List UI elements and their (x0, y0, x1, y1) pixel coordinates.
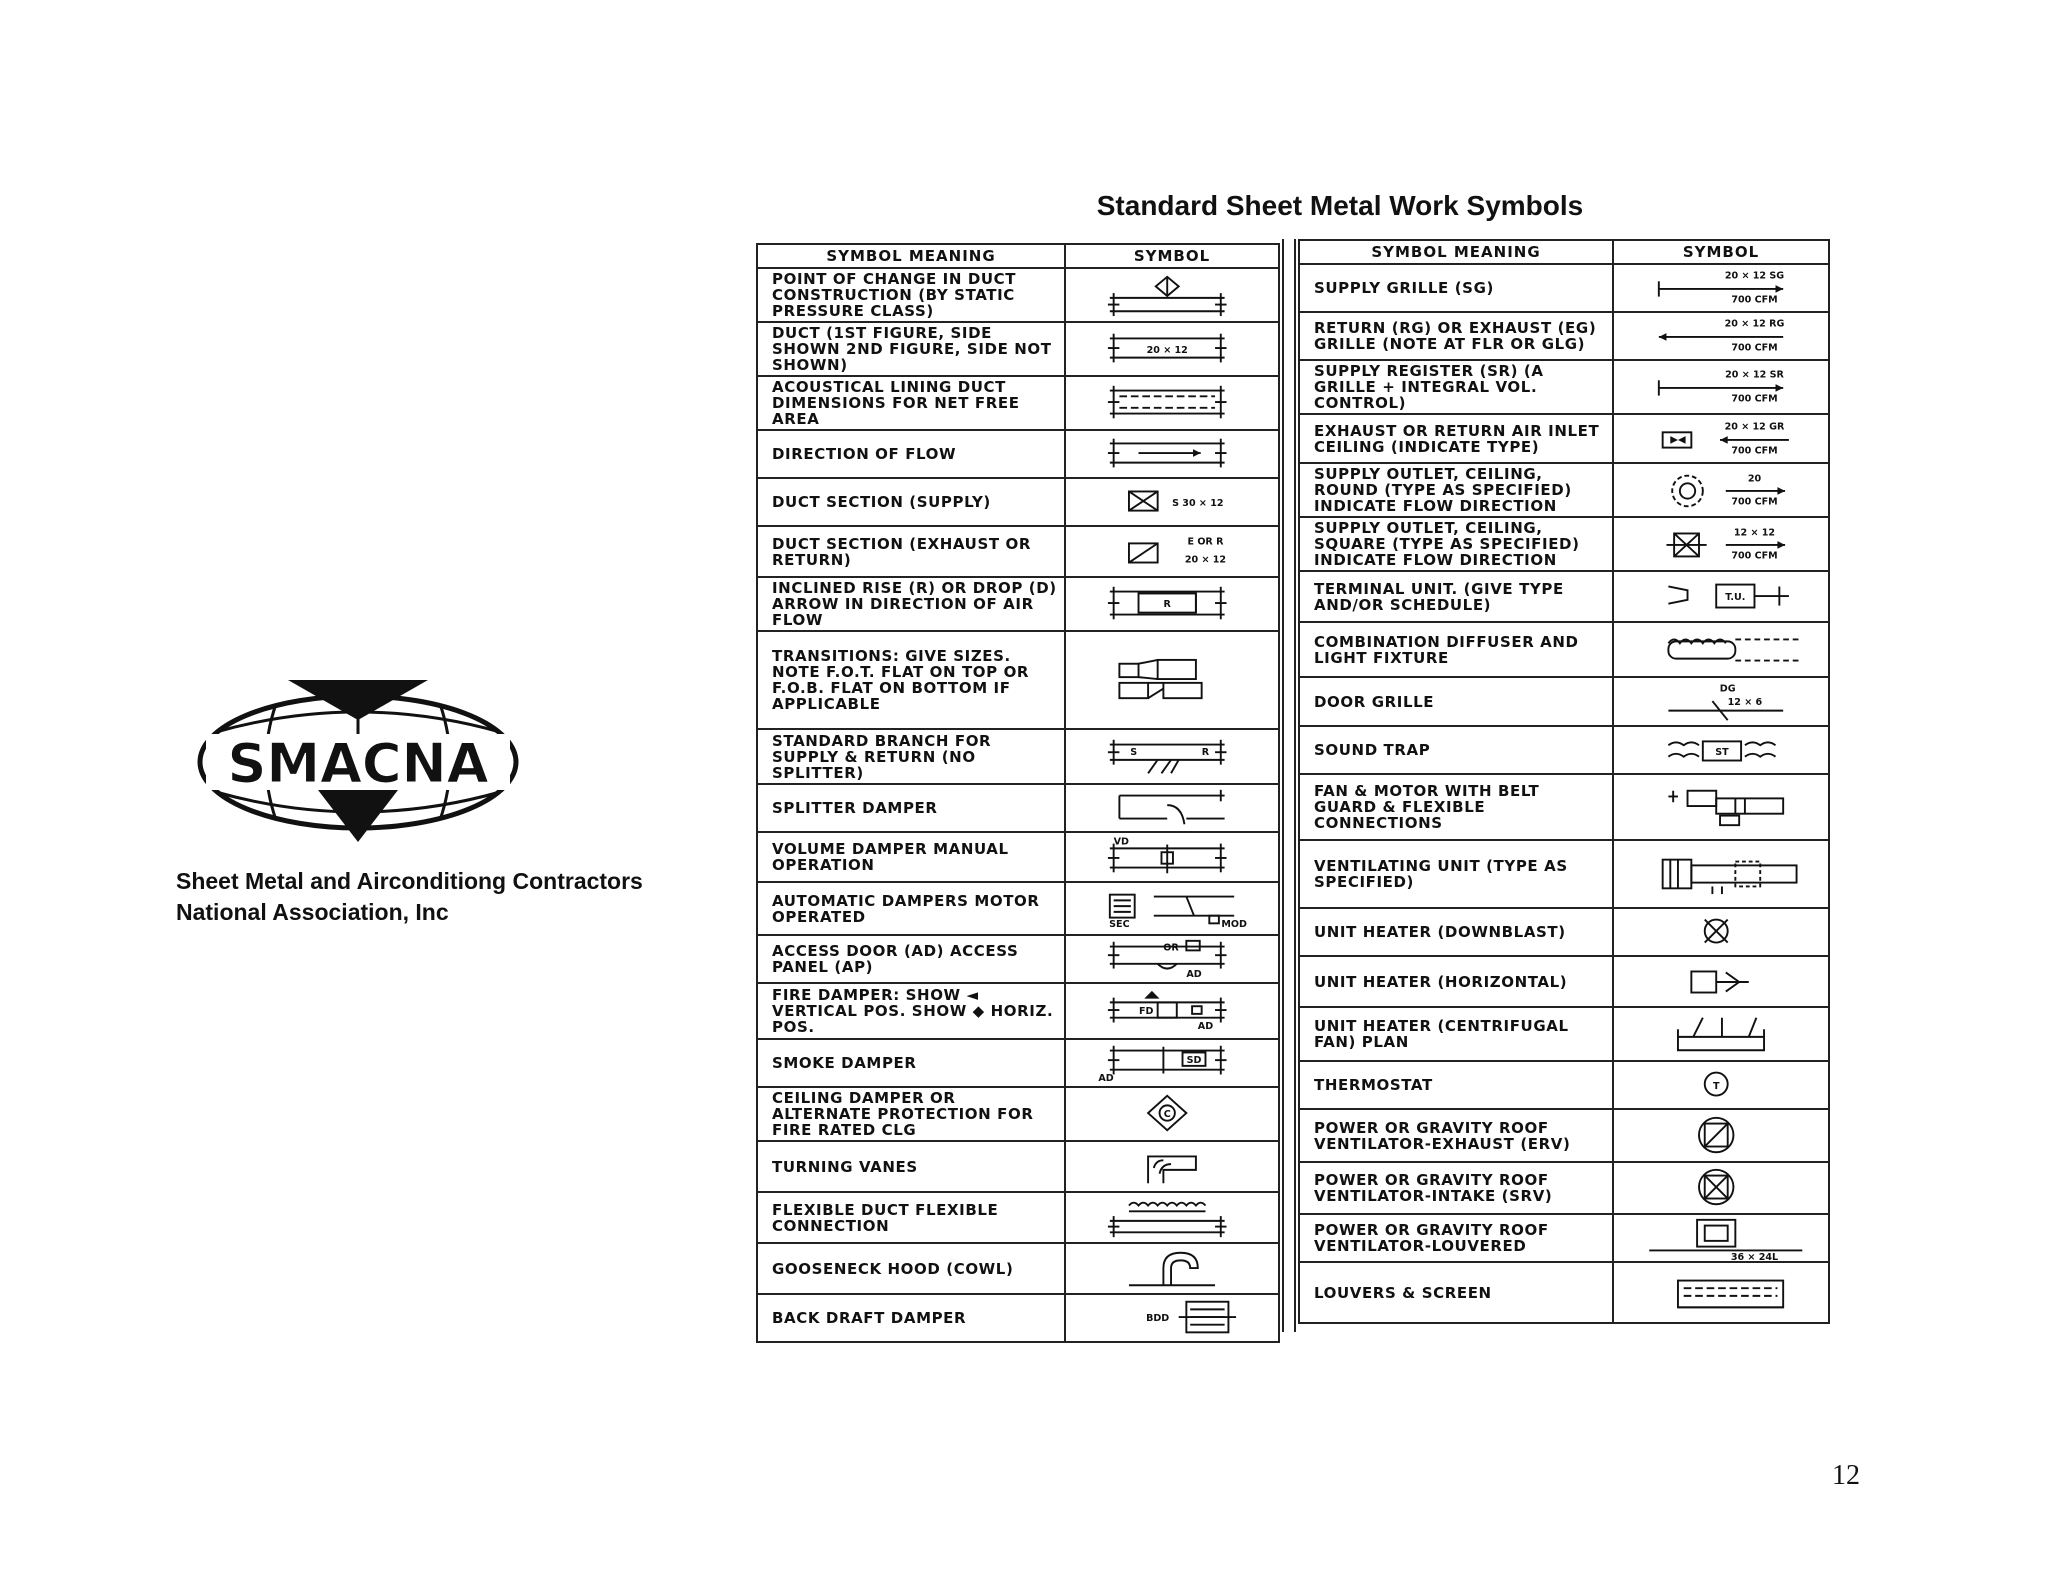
page-number: 12 (1832, 1460, 1860, 1491)
symbol-cell (1065, 478, 1279, 526)
symbol-meaning: CEILING DAMPER OR ALTERNATE PROTECTION FOR FIRE RATED CLG (757, 1087, 1065, 1141)
symbol-cell (1613, 677, 1829, 726)
symbol-meaning: RETURN (RG) OR EXHAUST (EG) GRILLE (NOTE AT FLR OR GLG) (1299, 312, 1613, 360)
symbol-cell (1613, 360, 1829, 414)
symbol-label: OR (1163, 942, 1179, 954)
roof-ventilator-exhaust-icon (1618, 1114, 1824, 1158)
fan-motor-icon (1618, 785, 1824, 829)
symbol-meaning: UNIT HEATER (HORIZONTAL) (1299, 956, 1613, 1007)
symbol-label: 36 × 24L (1730, 1252, 1779, 1260)
transitions-icon (1070, 658, 1274, 702)
symbol-label: SEC (1109, 918, 1130, 930)
symbol-label: 700 CFM (1731, 294, 1778, 306)
symbol-meaning: TRANSITIONS: GIVE SIZES. NOTE F.O.T. FLAT ON TOP OR F.O.B. FLAT ON BOTTOM IF APPLICABLE (757, 631, 1065, 729)
table-row (757, 1087, 1279, 1141)
symbol-cell (1613, 1061, 1829, 1109)
symbol-label: 20 × 12 GR (1724, 420, 1785, 432)
sound-trap-icon (1618, 728, 1824, 772)
symbol-cell (1065, 832, 1279, 882)
direction-of-flow-icon (1070, 432, 1274, 476)
symbol-label: 20 (1747, 473, 1762, 485)
symbol-label: 700 CFM (1731, 342, 1778, 354)
logo-text: SMACNA (227, 732, 489, 795)
symbol-cell (1613, 726, 1829, 774)
supply-grille-icon (1618, 266, 1824, 310)
symbol-cell (1613, 463, 1829, 517)
symbol-meaning: DUCT SECTION (EXHAUST OR RETURN) (757, 526, 1065, 577)
symbol-label: 700 CFM (1731, 393, 1778, 405)
door-grille-icon (1618, 680, 1824, 724)
symbol-meaning: SMOKE DAMPER (757, 1039, 1065, 1087)
symbol-label: S (1130, 746, 1138, 758)
table-row (1299, 1061, 1829, 1109)
inclined-rise-icon (1070, 582, 1274, 626)
table-row (1299, 726, 1829, 774)
symbol-cell (1065, 784, 1279, 832)
supply-outlet-round-icon (1618, 468, 1824, 512)
symbol-meaning: SPLITTER DAMPER (757, 784, 1065, 832)
symbol-cell (1613, 264, 1829, 312)
table-row (1299, 264, 1829, 312)
symbol-label: 700 CFM (1731, 496, 1778, 508)
organization-name (176, 866, 696, 928)
flexible-duct-icon (1070, 1196, 1274, 1240)
symbol-cell (1613, 1162, 1829, 1214)
table-row (757, 882, 1279, 935)
table-row (757, 1243, 1279, 1294)
symbol-cell (1613, 774, 1829, 840)
table-row (1299, 571, 1829, 622)
symbol-cell (1613, 414, 1829, 463)
symbol-label: ST (1715, 746, 1729, 758)
symbol-meaning: ACCESS DOOR (AD) ACCESS PANEL (AP) (757, 935, 1065, 983)
symbol-cell (1065, 882, 1279, 935)
roof-ventilator-louvered-icon (1618, 1216, 1824, 1260)
table-row (1299, 1007, 1829, 1061)
symbol-label: AD (1098, 1073, 1114, 1085)
symbol-meaning: UNIT HEATER (CENTRIFUGAL FAN) PLAN (1299, 1007, 1613, 1061)
symbol-meaning: POWER OR GRAVITY ROOF VENTILATOR-LOUVERED (1299, 1214, 1613, 1262)
symbol-meaning: POINT OF CHANGE IN DUCT CONSTRUCTION (BY STATIC PRESSURE CLASS) (757, 268, 1065, 322)
turning-vanes-icon (1070, 1145, 1274, 1189)
symbol-cell (1613, 840, 1829, 908)
unit-heater-downblast-icon (1618, 910, 1824, 954)
symbol-cell (1613, 312, 1829, 360)
symbol-meaning: POWER OR GRAVITY ROOF VENTILATOR-EXHAUST (ERV) (1299, 1109, 1613, 1162)
symbol-meaning: FAN & MOTOR WITH BELT GUARD & FLEXIBLE CONNECTIONS (1299, 774, 1613, 840)
symbol-cell (1065, 1039, 1279, 1087)
table-row (757, 526, 1279, 577)
symbol-meaning: DOOR GRILLE (1299, 677, 1613, 726)
table-row (1299, 463, 1829, 517)
symbol-label: 20 × 12 (1184, 554, 1227, 566)
symbol-label: 20 × 12 RG (1724, 318, 1785, 330)
symbol-cell (1613, 1214, 1829, 1262)
header-symbol: SYMBOL (1065, 244, 1279, 268)
symbol-cell (1613, 517, 1829, 571)
symbol-cell (1613, 622, 1829, 677)
table-row (757, 268, 1279, 322)
table-row (757, 1141, 1279, 1192)
symbol-meaning: AUTOMATIC DAMPERS MOTOR OPERATED (757, 882, 1065, 935)
symbol-cell (1065, 430, 1279, 478)
combination-diffuser-icon (1618, 628, 1824, 672)
table-row (1299, 677, 1829, 726)
symbol-meaning: INCLINED RISE (R) OR DROP (D) ARROW IN DIRECTION OF AIR FLOW (757, 577, 1065, 631)
symbol-label: 20 × 12 SG (1724, 270, 1785, 282)
symbol-meaning: SUPPLY GRILLE (SG) (1299, 264, 1613, 312)
org-line-1: Sheet Metal and Airconditiong Contractors (176, 868, 643, 894)
table-row (757, 729, 1279, 784)
symbol-label: 20 × 12 (1146, 344, 1188, 356)
louvers-screen-icon (1618, 1271, 1824, 1315)
table-divider (1282, 239, 1296, 1332)
symbol-cell (1065, 935, 1279, 983)
table-row (1299, 908, 1829, 956)
ventilating-unit-icon (1618, 852, 1824, 896)
symbol-label: FD (1138, 1005, 1154, 1017)
symbol-meaning: VOLUME DAMPER MANUAL OPERATION (757, 832, 1065, 882)
symbol-meaning: GOOSENECK HOOD (COWL) (757, 1243, 1065, 1294)
volume-damper-icon (1070, 835, 1274, 879)
symbol-label: 12 × 6 (1727, 696, 1763, 708)
symbol-meaning: SOUND TRAP (1299, 726, 1613, 774)
symbols-table-left (756, 243, 1280, 1343)
symbol-meaning: BACK DRAFT DAMPER (757, 1294, 1065, 1342)
symbol-label: VD (1113, 836, 1129, 848)
symbol-meaning: THERMOSTAT (1299, 1061, 1613, 1109)
table-row (1299, 1262, 1829, 1323)
symbol-meaning: DUCT (1ST FIGURE, SIDE SHOWN 2ND FIGURE, SIDE NOT SHOWN) (757, 322, 1065, 376)
symbol-meaning: ACOUSTICAL LINING DUCT DIMENSIONS FOR NET FREE AREA (757, 376, 1065, 430)
table-row (757, 784, 1279, 832)
symbol-cell (1613, 1262, 1829, 1323)
table-row (757, 631, 1279, 729)
symbol-cell (1613, 1007, 1829, 1061)
symbol-label: 20 × 12 SR (1725, 369, 1784, 381)
symbol-cell (1065, 729, 1279, 784)
symbol-cell (1065, 376, 1279, 430)
header-symbol-meaning: SYMBOL MEANING (1299, 240, 1613, 264)
duct-section-supply-icon (1070, 480, 1274, 524)
symbol-meaning: DUCT SECTION (SUPPLY) (757, 478, 1065, 526)
table-row (1299, 1162, 1829, 1214)
table-row (1299, 1109, 1829, 1162)
symbol-cell (1065, 1087, 1279, 1141)
terminal-unit-icon (1618, 575, 1824, 619)
symbol-meaning: TURNING VANES (757, 1141, 1065, 1192)
symbol-label: DG (1719, 682, 1736, 694)
symbol-meaning: VENTILATING UNIT (TYPE AS SPECIFIED) (1299, 840, 1613, 908)
symbol-label: C (1163, 1108, 1171, 1120)
smacna-logo (196, 672, 520, 844)
symbol-meaning: UNIT HEATER (DOWNBLAST) (1299, 908, 1613, 956)
gooseneck-hood-icon (1070, 1247, 1274, 1291)
symbol-cell (1613, 956, 1829, 1007)
symbol-meaning: SUPPLY OUTLET, CEILING, ROUND (TYPE AS SPECIFIED) INDICATE FLOW DIRECTION (1299, 463, 1613, 517)
symbol-meaning: COMBINATION DIFFUSER AND LIGHT FIXTURE (1299, 622, 1613, 677)
symbol-meaning: FIRE DAMPER: SHOW ◄ VERTICAL POS. SHOW ◆ HORIZ. POS. (757, 983, 1065, 1039)
table-row (757, 1039, 1279, 1087)
ceiling-damper-icon (1070, 1092, 1274, 1136)
symbol-label: R (1163, 598, 1171, 610)
symbol-cell (1065, 526, 1279, 577)
table-row (1299, 622, 1829, 677)
back-draft-damper-icon (1070, 1296, 1274, 1340)
table-row (1299, 1214, 1829, 1262)
header-symbol: SYMBOL (1613, 240, 1829, 264)
unit-heater-horizontal-icon (1618, 960, 1824, 1004)
unit-heater-centrifugal-icon (1618, 1012, 1824, 1056)
symbol-cell (1065, 268, 1279, 322)
symbol-label: 700 CFM (1731, 444, 1778, 456)
symbol-cell (1065, 1192, 1279, 1243)
symbol-label: MOD (1221, 918, 1247, 930)
symbol-cell (1065, 577, 1279, 631)
symbol-label: 700 CFM (1731, 550, 1778, 562)
table-row (1299, 414, 1829, 463)
symbol-cell (1065, 983, 1279, 1039)
symbols-table-right (1298, 239, 1830, 1324)
symbol-label: R (1201, 746, 1210, 758)
fire-damper-icon (1070, 989, 1274, 1033)
table-row (1299, 956, 1829, 1007)
supply-outlet-square-icon (1618, 522, 1824, 566)
symbol-label: BDD (1146, 1312, 1170, 1324)
org-line-2: National Association, Inc (176, 899, 449, 925)
symbol-label: AD (1186, 969, 1202, 981)
table-row (757, 577, 1279, 631)
acoustical-lining-icon (1070, 381, 1274, 425)
symbol-cell (1613, 571, 1829, 622)
symbol-meaning: DIRECTION OF FLOW (757, 430, 1065, 478)
symbol-meaning: LOUVERS & SCREEN (1299, 1262, 1613, 1323)
symbol-cell (1613, 1109, 1829, 1162)
table-row (1299, 774, 1829, 840)
return-grille-icon (1618, 314, 1824, 358)
duct-section-exhaust-icon (1070, 530, 1274, 574)
symbol-meaning: SUPPLY REGISTER (SR) (A GRILLE + INTEGRAL VOL. CONTROL) (1299, 360, 1613, 414)
symbol-cell (1065, 631, 1279, 729)
roof-ventilator-intake-icon (1618, 1166, 1824, 1210)
header-symbol-meaning: SYMBOL MEANING (757, 244, 1065, 268)
symbol-label: 12 × 12 (1733, 527, 1776, 539)
symbol-cell (1065, 322, 1279, 376)
table-row (757, 1192, 1279, 1243)
table-row (757, 478, 1279, 526)
symbol-label: S 30 × 12 (1172, 497, 1224, 509)
symbol-meaning: STANDARD BRANCH FOR SUPPLY & RETURN (NO SPLITTER) (757, 729, 1065, 784)
symbol-cell (1613, 908, 1829, 956)
symbol-meaning: FLEXIBLE DUCT FLEXIBLE CONNECTION (757, 1192, 1065, 1243)
symbol-meaning: SUPPLY OUTLET, CEILING, SQUARE (TYPE AS SPECIFIED) INDICATE FLOW DIRECTION (1299, 517, 1613, 571)
table-row (757, 376, 1279, 430)
air-inlet-ceiling-icon (1618, 417, 1824, 461)
symbol-label: AD (1197, 1021, 1214, 1033)
smoke-damper-icon (1070, 1041, 1274, 1085)
symbol-cell (1065, 1141, 1279, 1192)
symbol-cell (1065, 1294, 1279, 1342)
table-row (757, 1294, 1279, 1342)
splitter-damper-icon (1070, 786, 1274, 830)
supply-register-icon (1618, 365, 1824, 409)
table-row (1299, 840, 1829, 908)
table-row (1299, 517, 1829, 571)
symbol-label: E OR R (1187, 535, 1224, 547)
symbol-meaning: EXHAUST OR RETURN AIR INLET CEILING (INDICATE TYPE) (1299, 414, 1613, 463)
table-row (757, 983, 1279, 1039)
page-title: Standard Sheet Metal Work Symbols (1096, 190, 1584, 221)
table-row (757, 322, 1279, 376)
symbol-label: T.U. (1725, 591, 1746, 603)
symbol-label: SD (1186, 1055, 1202, 1066)
table-row (1299, 360, 1829, 414)
table-row (757, 935, 1279, 983)
point-of-change-icon (1070, 273, 1274, 317)
thermostat-icon (1618, 1063, 1824, 1107)
duct-icon (1070, 327, 1274, 371)
automatic-dampers-icon (1070, 887, 1274, 931)
symbol-meaning: POWER OR GRAVITY ROOF VENTILATOR-INTAKE (SRV) (1299, 1162, 1613, 1214)
access-door-icon (1070, 937, 1274, 981)
table-row (1299, 312, 1829, 360)
symbol-cell (1065, 1243, 1279, 1294)
standard-branch-icon (1070, 735, 1274, 779)
symbol-meaning: TERMINAL UNIT. (GIVE TYPE AND/OR SCHEDULE) (1299, 571, 1613, 622)
symbol-label: T (1712, 1080, 1720, 1092)
table-row (757, 832, 1279, 882)
table-row (757, 430, 1279, 478)
